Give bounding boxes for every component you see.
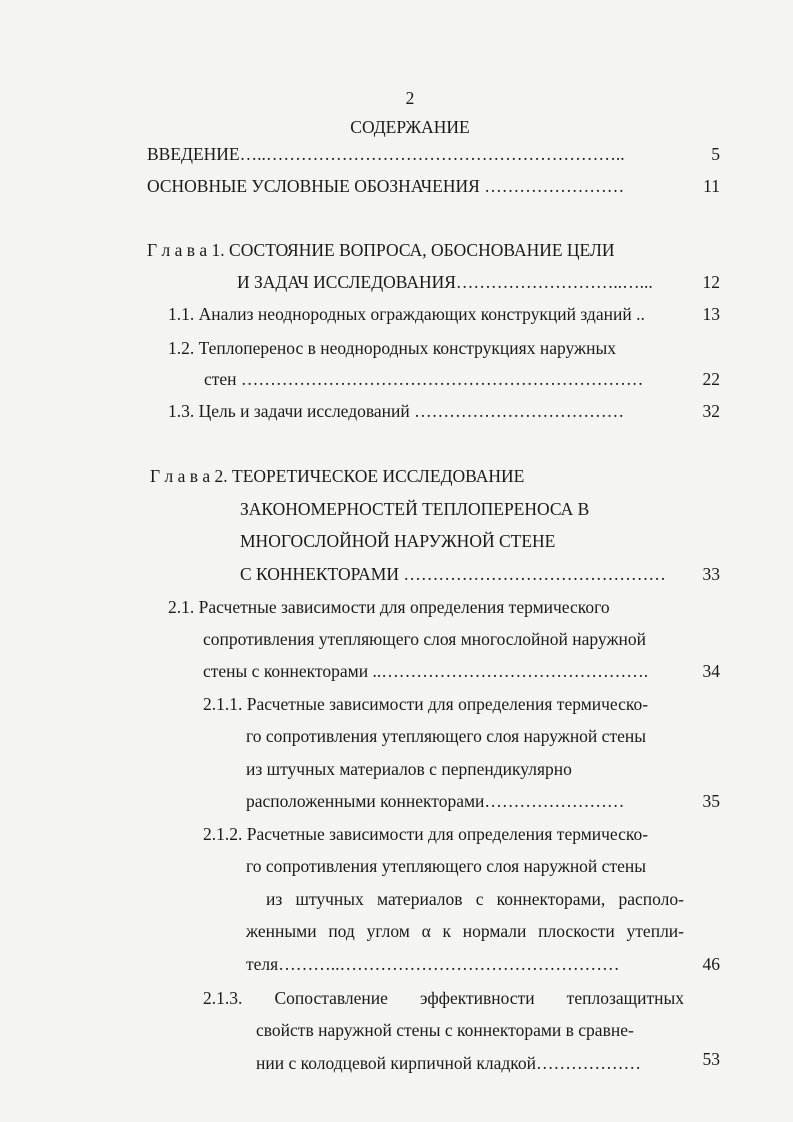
- section-2-1-2-line1: 2.1.2. Расчетные зависимости для определения термическо-: [203, 824, 649, 844]
- section-2-1-1-line4: расположенными коннекторами……………………: [246, 791, 625, 811]
- chapter1-page: 12: [702, 272, 720, 292]
- chapter2-title-line3: МНОГОСЛОЙНОЙ НАРУЖНОЙ СТЕНЕ: [240, 531, 556, 551]
- page-title: СОДЕРЖАНИЕ: [350, 117, 470, 137]
- section-2-1-2-page: 46: [702, 954, 720, 974]
- section-2-1-2-line5: теля………..…………………………………………: [246, 954, 620, 974]
- section-1-1: 1.1. Анализ неоднородных ограждающих конструкций зданий ..: [168, 304, 645, 324]
- toc-intro-label: ВВЕДЕНИЕ: [147, 144, 240, 164]
- section-1-2-page: 22: [702, 369, 720, 389]
- toc-entry-intro: [147, 142, 625, 166]
- page-number: 2: [405, 88, 415, 108]
- chapter1-title-line1: Г л а в а 1. СОСТОЯНИЕ ВОПРОСА, ОБОСНОВАНИЕ ЦЕЛИ: [147, 240, 615, 260]
- section-1-3: 1.3. Цель и задачи исследований ………………………………: [168, 401, 625, 421]
- toc-intro-page: 5: [711, 144, 720, 164]
- toc-intro-leader: …..……………………………………………………..: [239, 144, 625, 164]
- section-2-1-3-line3: нии с колодцевой кирпичной кладкой………………: [256, 1053, 642, 1073]
- toc-notation-page: 11: [703, 176, 720, 196]
- chapter1-title-line2: И ЗАДАЧ ИССЛЕДОВАНИЯ………………………..…...: [237, 272, 653, 292]
- section-1-1-page: 13: [702, 304, 720, 324]
- section-1-3-page: 32: [702, 401, 720, 421]
- section-1-2-line1: 1.2. Теплоперенос в неоднородных конструкциях наружных: [168, 338, 616, 358]
- section-2-1-line3: стены с коннекторами ..……………………………………….: [203, 661, 649, 681]
- chapter2-title-line2: ЗАКОНОМЕРНОСТЕЙ ТЕПЛОПЕРЕНОСА В: [240, 499, 590, 519]
- chapter2-page: 33: [702, 564, 720, 584]
- section-2-1-3-page: 53: [702, 1049, 720, 1069]
- toc-notation-label: ОСНОВНЫЕ УСЛОВНЫЕ ОБОЗНАЧЕНИЯ: [147, 176, 480, 196]
- section-2-1-line1: 2.1. Расчетные зависимости для определения термического: [168, 597, 610, 617]
- section-2-1-1-page: 35: [702, 791, 720, 811]
- section-2-1-3-line2: свойств наружной стены с коннекторами в сравне-: [256, 1020, 634, 1040]
- section-2-1-1-line1: 2.1.1. Расчетные зависимости для определения термическо-: [203, 694, 649, 714]
- chapter2-title-line4: С КОННЕКТОРАМИ ………………………………………: [240, 564, 666, 584]
- toc-notation-leader: ……………………: [484, 176, 625, 196]
- section-2-1-1-line2: го сопротивления утепляющего слоя наружной стены: [246, 726, 646, 746]
- section-2-1-page: 34: [702, 661, 720, 681]
- section-2-1-2-line2: го сопротивления утепляющего слоя наружной стены: [246, 856, 646, 876]
- section-1-2-line2: стен ……………………………………………………………: [204, 369, 644, 389]
- section-2-1-2-line4: женными под углом α к нормали плоскости утепли-: [246, 921, 684, 941]
- section-2-1-1-line3: из штучных материалов с перпендикулярно: [246, 759, 572, 779]
- toc-entry-notation: [147, 174, 624, 198]
- section-2-1-line2: сопротивления утепляющего слоя многослойной наружной: [203, 629, 647, 649]
- section-2-1-2-line3: из штучных материалов с коннекторами, располо-: [266, 889, 684, 909]
- chapter2-title-line1: Г л а в а 2. ТЕОРЕТИЧЕСКОЕ ИССЛЕДОВАНИЕ: [150, 466, 525, 486]
- section-2-1-3-line1: 2.1.3. Сопоставление эффективности теплозащитных: [203, 988, 684, 1008]
